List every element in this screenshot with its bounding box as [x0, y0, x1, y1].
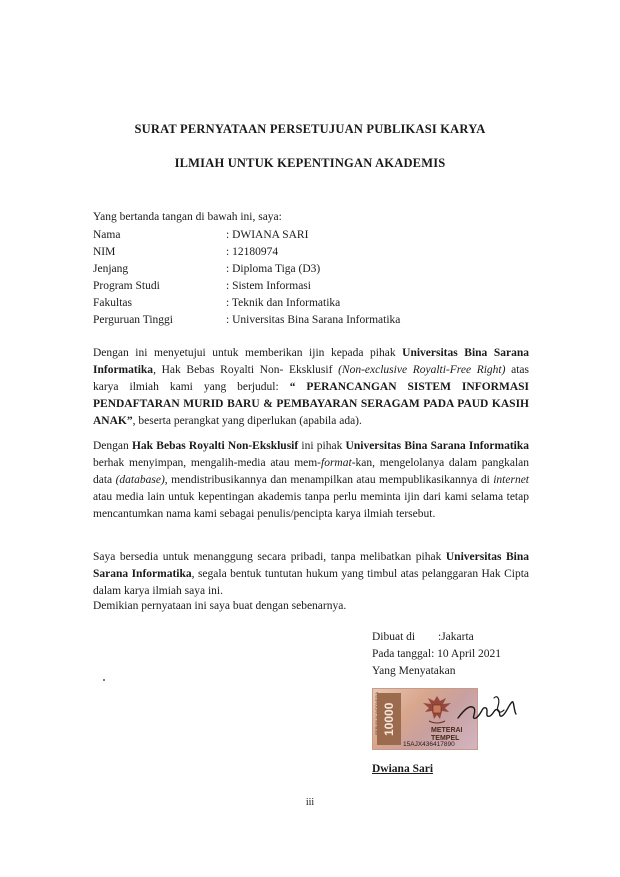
stamp-label-line-1: METERAI [431, 727, 463, 734]
place-label: Dibuat di [372, 631, 416, 643]
field-value: : Sistem Informasi [226, 280, 311, 292]
thesis-title: “ PERANCANGAN SISTEM INFORMASI PENDAFTARAN MURID BARU & PEMBAYARAN SERAGAM PADA PAUD KASIH ANAK” [93, 381, 529, 427]
field-perguruan-tinggi [93, 312, 400, 329]
place-value: :Jakarta [438, 631, 474, 643]
text-run: , beserta perangkat yang diperlukan (apabila ada). [132, 415, 362, 427]
text-run: , mendistribusikannya dan menampilkan atau mempublikasikannya di [164, 474, 494, 486]
field-fakultas [93, 295, 400, 312]
institution-name: Universitas Bina Sarana Informatika [93, 347, 529, 376]
institution-name: Universitas Bina Sarana Informatika [93, 551, 530, 580]
text-run: , segala bentuk tuntutan hukum yang timbul atas pelanggaran Hak Cipta dalam karya ilmiah saya ini. [93, 568, 530, 597]
declarer-label: Yang Menyatakan [372, 665, 456, 677]
stamp-denomination: 10000 [377, 693, 401, 745]
text-run: Dengan [93, 440, 132, 452]
field-label: Fakultas [93, 297, 132, 309]
license-name: Hak Bebas Royalti Non-Eksklusif [131, 440, 299, 452]
text-run: Saya bersedia untuk menanggung secara pribadi, tanpa melibatkan pihak [93, 551, 446, 563]
field-nama [93, 227, 400, 244]
document-title-line-1: SURAT PERNYATAAN PERSETUJUAN PUBLIKASI KARYA [134, 122, 486, 136]
signing-date [372, 646, 501, 663]
field-label: Program Studi [93, 280, 160, 292]
signing-place [372, 629, 501, 646]
field-label: Jenjang [93, 263, 129, 275]
italic-term: internet [493, 474, 529, 486]
paragraph-rights [93, 438, 529, 523]
institution-name: Universitas Bina Sarana Informatika [345, 440, 529, 452]
text-run: -kan, mengelolanya dalam pangkalan data [93, 457, 529, 486]
field-value: : Diploma Tiga (D3) [226, 263, 321, 275]
garuda-emblem-icon [419, 693, 455, 727]
page-number: iii [305, 797, 315, 808]
document-title-line-2: ILMIAH UNTUK KEPENTINGAN AKADEMIS [174, 156, 446, 170]
text-run: atau media lain untuk kepentingan akademis tanpa perlu meminta ijin dari kami selama tetap mencantumkan nama kami sebagai penulis/pencipta karya ilmiah tersebut. [93, 491, 529, 520]
intro-text: Yang bertanda tangan di bawah ini, saya: [93, 211, 282, 223]
date-value: : 10 April 2021 [431, 648, 502, 660]
field-nim [93, 244, 400, 261]
field-value: : Universitas Bina Sarana Informatika [226, 314, 401, 326]
paragraph-consent [93, 345, 529, 430]
field-value: : DWIANA SARI [226, 229, 309, 241]
text-run: Dengan ini menyetujui untuk memberikan ijin kepada pihak [93, 347, 403, 359]
handwritten-signature-icon [454, 684, 524, 734]
stamp-label-line-2: TEMPEL [431, 735, 460, 742]
field-label: Perguruan Tinggi [93, 314, 173, 326]
paragraph-closing: Demikian pernyataan ini saya buat dengan sebenarnya. [93, 600, 347, 612]
signing-block [372, 629, 501, 680]
identity-fields [93, 227, 400, 329]
date-label: Pada tanggal [372, 648, 432, 660]
text-run: atas karya ilmiah kami yang berjudul: [93, 364, 529, 393]
field-label: Nama [93, 229, 121, 241]
paragraph-liability [93, 549, 529, 600]
italic-term: format [321, 457, 352, 469]
scan-speck [103, 679, 105, 681]
text-run: ini pihak [298, 440, 346, 452]
signer-name: Dwiana Sari [372, 763, 434, 775]
field-jenjang [93, 261, 400, 278]
italic-term: (database) [115, 474, 165, 486]
text-run: , Hak Bebas Royalti Non- Eksklusif [153, 364, 339, 376]
field-value: : 12180974 [226, 246, 279, 258]
text-run: berhak menyimpan, mengalih-media atau mem- [93, 457, 322, 469]
field-program-studi [93, 278, 400, 295]
field-label: NIM [93, 246, 116, 258]
stamp-serial: 15AJX436417890 [403, 741, 455, 748]
field-value: : Teknik dan Informatika [226, 297, 341, 309]
signature-area [372, 684, 522, 756]
license-english: (Non-exclusive Royalti-Free Right) [338, 364, 506, 376]
